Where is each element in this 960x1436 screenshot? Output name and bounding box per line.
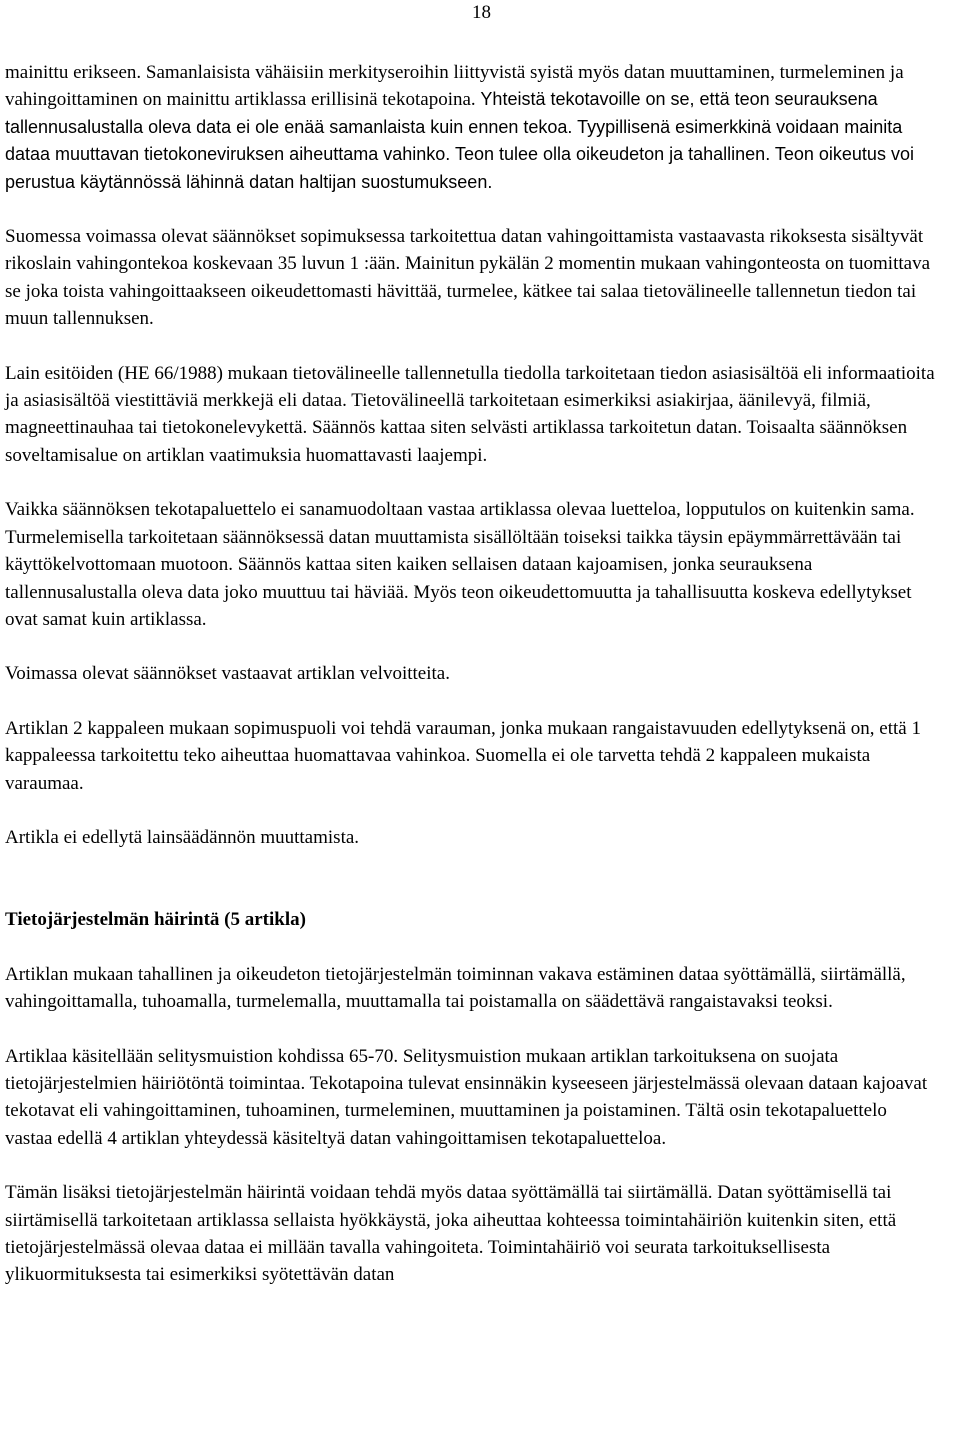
paragraph-1-serif-text: mainittu erikseen. Samanlaisista vähäisiin merkityseroihin liittyvistä syistä myös datan muuttaminen, turmeleminen ja vahingoittaminen on mainittu artiklassa erillisinä tekotapoina. — [5, 62, 904, 111]
paragraph-10: Tämän lisäksi tietojärjestelmän häirintä voidaan tehdä myös dataa syöttämällä tai siirtämällä. Datan syöttämisellä tai siirtämisellä tarkoitetaan artiklassa sellaista hyökkäystä, joka aiheuttaa kohteessa toimintahäiriön kuitenkin siten, että tietojärjestelmässä olevaa dataa ei millään tavalla vahingoiteta. Toimintahäiriö voi seurata tarkoituksellisesta ylikuormituksesta tai esimerkiksi syötettävän datan — [5, 1182, 897, 1286]
paragraph-1-sans-text: Yhteistä tekotavoille on se, että teon seurauksena tallennusalustalla oleva data ei ole enää samanlaista kuin ennen tekoa. Tyypillisenä esimerkkinä voidaan mainita dataa muuttavan tietokoneviruksen aiheuttama vahinko. Teon tulee olla oikeudeton ja tahallinen. Teon oikeutus voi perustua käytännössä lähinnä datan haltijan suostumukseen. — [5, 89, 914, 192]
paragraph-9: Artiklaa käsitellään selitysmuistion kohdissa 65-70. Selitysmuistion mukaan artiklan tarkoituksena on suojata tietojärjestelmien häiriötöntä toimintaa. Tekotapoina tulevat ensinnäkin kyseeseen järjestelmässä olevaan dataan kajoavat tekotavat eli vahingoittaminen, tuhoaminen, turmeleminen, muuttaminen ja poistaminen. Tältä osin tekotapaluettelo vastaa edellä 4 artiklan yhteydessä käsiteltyä datan vahingoittamisen tekotapaluetteloa. — [5, 1045, 928, 1149]
page-number: 18 — [472, 2, 491, 23]
paragraph-7: Artikla ei edellytä lainsäädännön muuttamista. — [5, 826, 360, 848]
paragraph-1 — [5, 59, 935, 196]
paragraph-4: Vaikka säännöksen tekotapaluettelo ei sanamuodoltaan vastaa artiklassa olevaa luetteloa, lopputulos on kuitenkin sama. Turmelemisella tarkoitetaan säännöksessä datan muuttamista sisällöltään toiseksi taikka täysin epäymmärrettävään tai käyttökelvottomaan muotoon. Säännös kattaa siten kaiken sellaisen dataan kajoamisen, jonka seurauksena tallennusalustalla oleva data joko muuttuu tai häviää. Myös teon oikeudettomuutta ja tahallisuutta koskeva edellytykset ovat samat kuin artiklassa. — [5, 499, 915, 630]
paragraph-6: Artiklan 2 kappaleen mukaan sopimuspuoli voi tehdä varauman, jonka mukaan rangaistavuuden edellytyksenä on, että 1 kappaleessa tarkoitettu teko aiheuttaa huomattavaa vahinkoa. Suomella ei ole tarvetta tehdä 2 kappaleen mukaista varaumaa. — [5, 717, 921, 794]
paragraph-2: Suomessa voimassa olevat säännökset sopimuksessa tarkoitettua datan vahingoittamista vastaavasta rikoksesta sisältyvät rikoslain vahingontekoa koskevaan 35 luvun 1 :ään. Mainitun pykälän 2 momentin mukaan vahingonteosta on tuomittava se joka toista vahingoittaakseen oikeudettomasti hävittää, turmelee, kätkee tai salaa tietovälineelle tallennetun tiedon tai muun tallennuksen. — [5, 226, 931, 330]
paragraph-5: Voimassa olevat säännökset vastaavat artiklan velvoitteita. — [5, 663, 450, 685]
paragraph-3: Lain esitöiden (HE 66/1988) mukaan tietovälineelle tallennetulla tiedolla tarkoitetaan tiedon asiasisältöä eli informaatioita ja asiasisältöä viestittäviä merkkejä eli dataa. Tietovälineellä tarkoitetaan esimerkiksi asiakirjaa, äänilevyä, filmiä, magneettinauhaa tai tietokonelevykettä. Säännös kattaa siten selvästi artiklassa tarkoitetun datan. Toisaalta säännöksen soveltamisalue on artiklan vaatimuksia huomattavasti laajempi. — [5, 362, 935, 466]
document-body — [5, 59, 935, 1289]
paragraph-8: Artiklan mukaan tahallinen ja oikeudeton tietojärjestelmän toiminnan vakava estäminen dataa syöttämällä, siirtämällä, vahingoittamalla, tuhoamalla, turmelemalla, muuttamalla tai poistamalla on säädettävä rangaistavaksi teoksi. — [5, 963, 906, 1013]
section-heading: Tietojärjestelmän häirintä (5 artikla) — [5, 909, 306, 931]
